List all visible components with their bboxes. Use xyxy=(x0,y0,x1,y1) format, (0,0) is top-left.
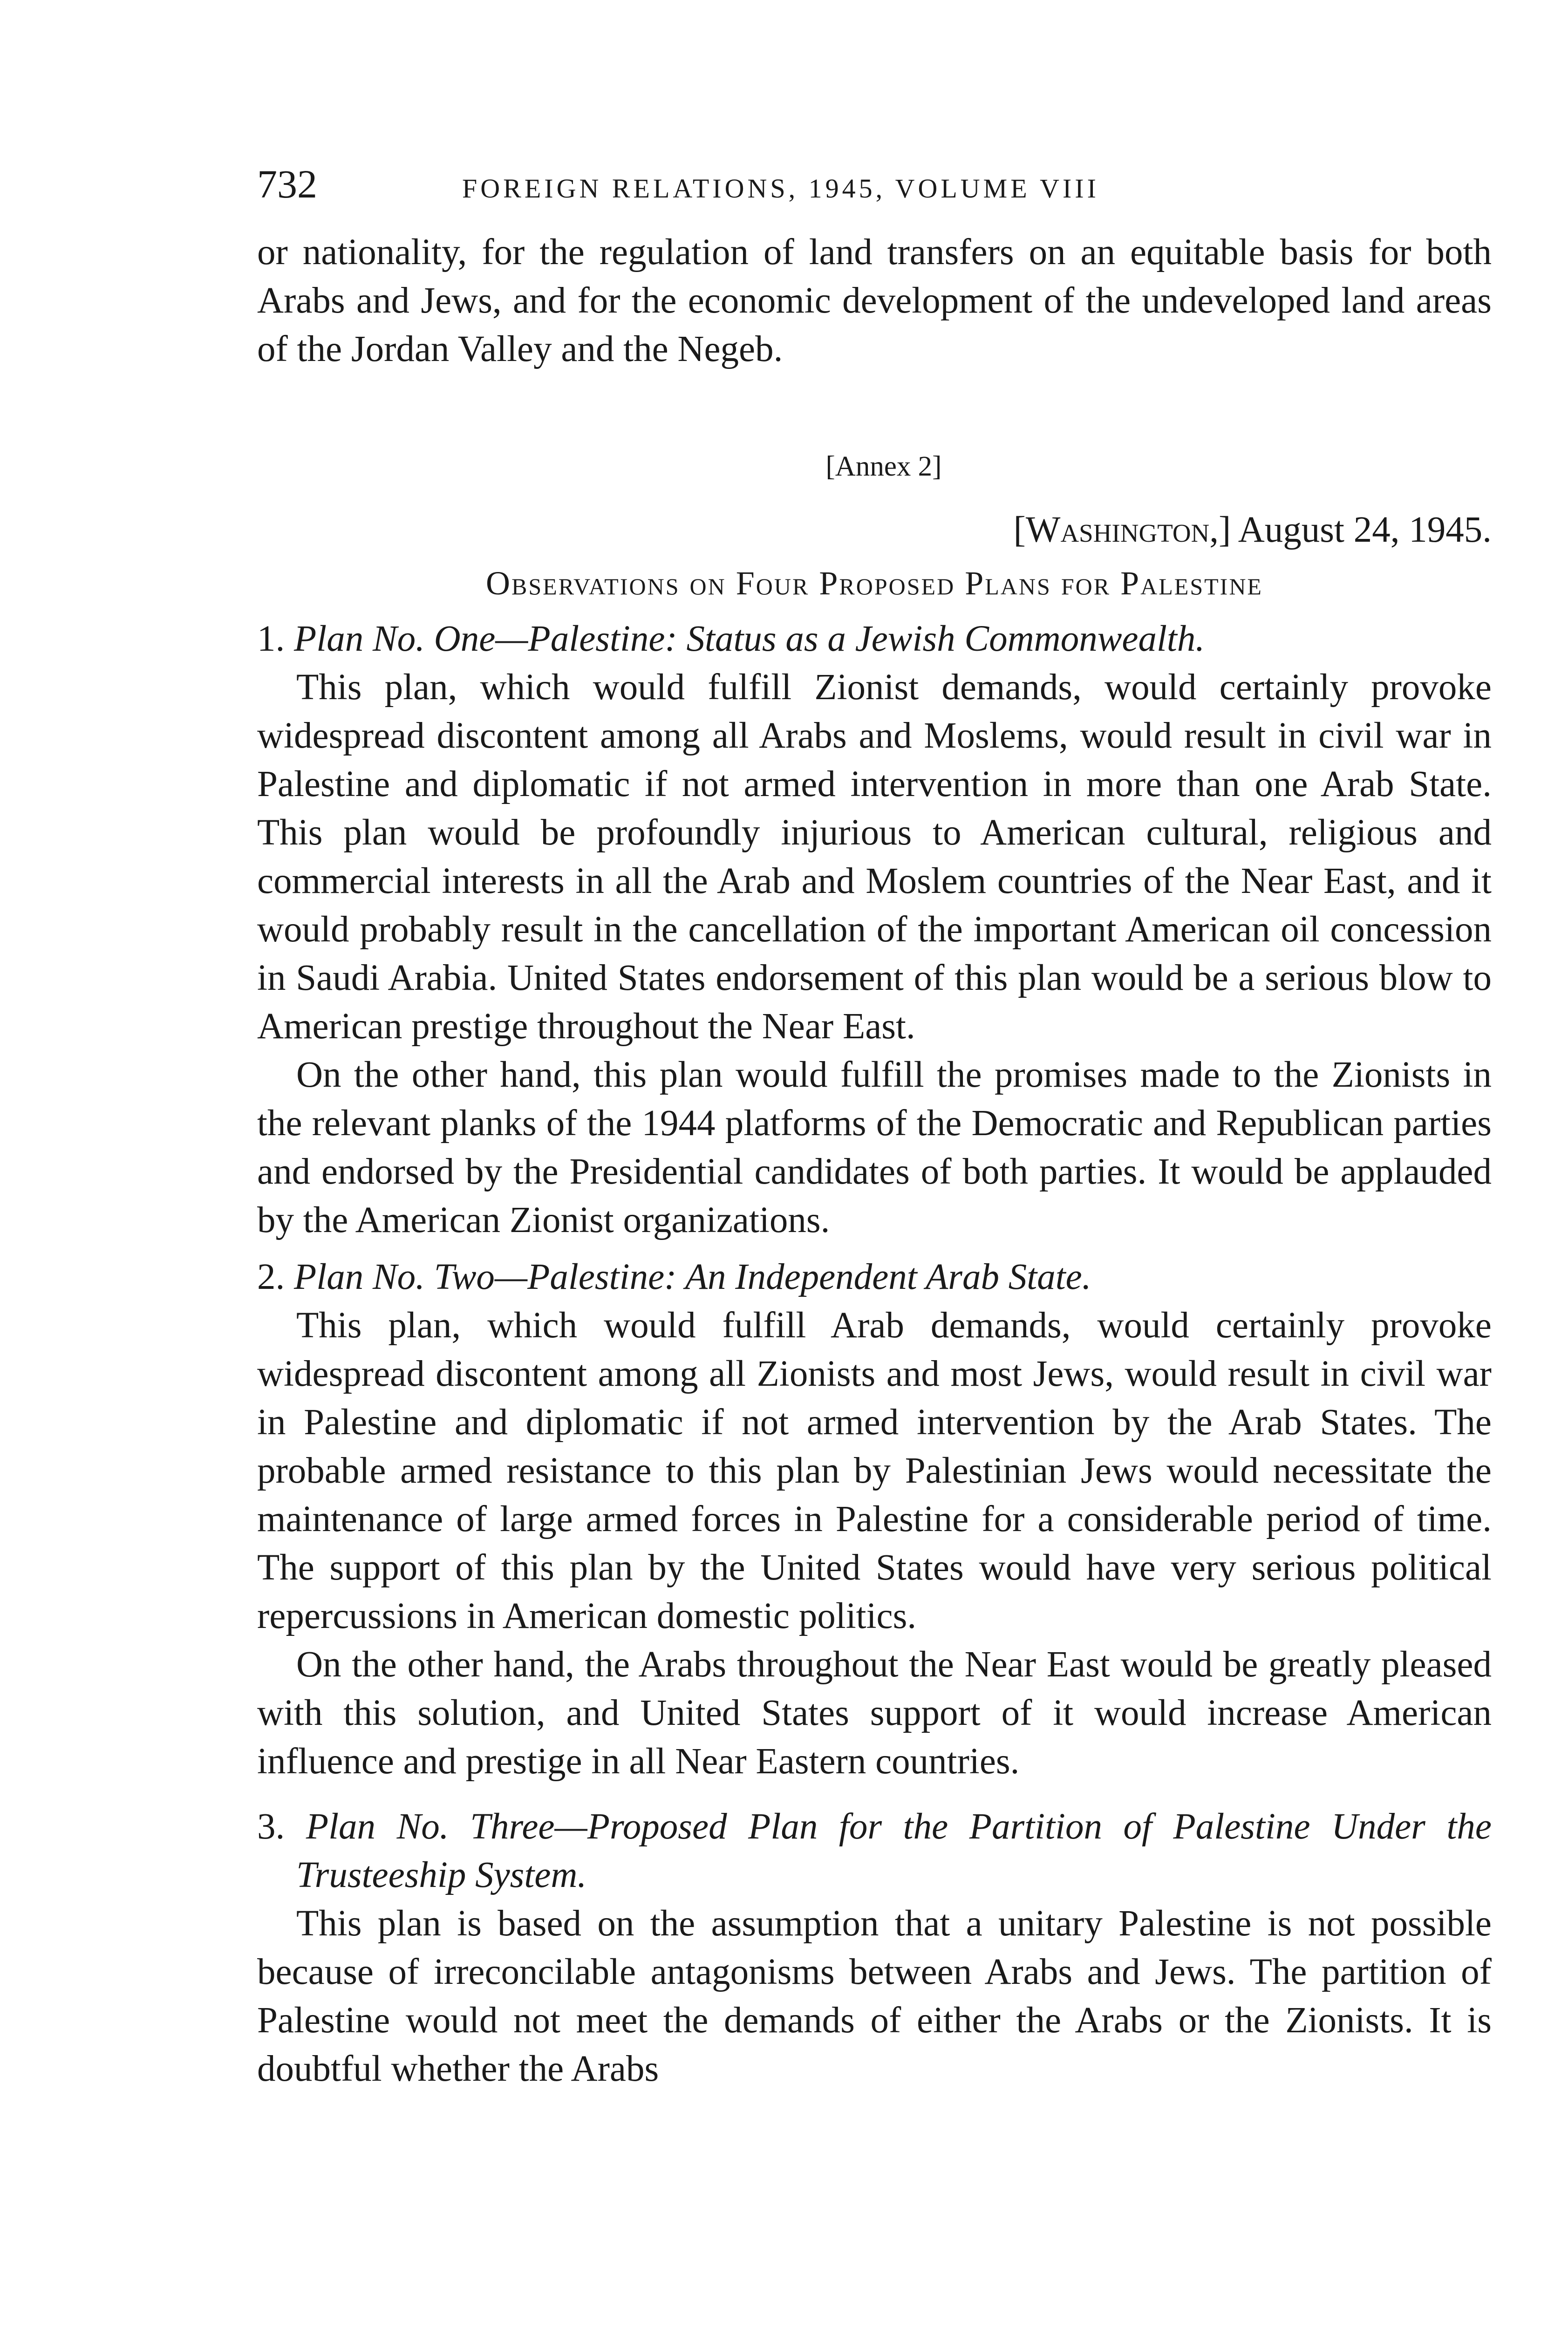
document-title: Observations on Four Proposed Plans for Palestine xyxy=(486,565,1263,602)
dateline xyxy=(257,506,1492,554)
plan-heading xyxy=(257,1253,1492,1301)
plan-number: 1. xyxy=(257,619,285,659)
continuation-paragraph: or nationality, for the regulation of land transfers on an equitable basis for both Arabs and Jews, and for the economic development of the undeveloped land areas of the Jordan Valley and the Negeb. xyxy=(257,232,1492,369)
plan-title: Plan No. Three—Proposed Plan for the Partition of Palestine Under the Trusteeship System. xyxy=(296,1806,1492,1895)
plan-paragraph: This plan is based on the assumption that a unitary Palestine is not possible because of irreconcilable antagonisms between Arabs and Jews. The partition of Palestine would not meet the demands of either the Arabs or the Zionists. It is doubtful whether the Arabs xyxy=(257,1903,1492,2089)
dateline-date: August 24, 1945. xyxy=(1238,510,1492,550)
dateline-place: [Washington,] xyxy=(1013,510,1231,550)
plan-title: Plan No. One—Palestine: Status as a Jewish Commonwealth. xyxy=(294,619,1205,659)
plan-paragraph: On the other hand, the Arabs throughout the Near East would be greatly pleased with this solution, and United States support of it would increase American influence and prestige in all Near Eastern countries. xyxy=(257,1644,1492,1782)
running-head xyxy=(257,158,1492,210)
plan-paragraph: This plan, which would fulfill Arab demands, would certainly provoke widespread discontent among all Zionists and most Jews, would result in civil war in Palestine and diplomatic if not armed intervention by the Arab States. The probable armed resistance to this plan by Palestinian Jews would necessitate the maintenance of large armed forces in Palestine for a considerable period of time. The support of this plan by the United States would have very serious political repercussions in American domestic politics. xyxy=(257,1305,1492,1636)
plan-number: 2. xyxy=(257,1257,285,1297)
plan-paragraph: This plan, which would fulfill Zionist demands, would certainly provoke widespread discontent among all Arabs and Moslems, would result in civil war in Palestine and diplomatic if not armed intervention in more than one Arab State. This plan would be profoundly injurious to American cultural, religious and commercial interests in all the Arab and Moslem countries of the Near East, and it would probably result in the cancellation of the important American oil concession in Saudi Arabia. United States endorsement of this plan would be a serious blow to American prestige throughout the Near East. xyxy=(257,667,1492,1047)
document-page xyxy=(257,158,1492,2093)
running-title: FOREIGN RELATIONS, 1945, VOLUME VIII xyxy=(462,173,1099,204)
plan-number: 3. xyxy=(257,1806,285,1847)
plan-heading xyxy=(257,615,1492,663)
plan-title: Plan No. Two—Palestine: An Independent Arab State. xyxy=(294,1257,1091,1297)
annex-label: [Annex 2] xyxy=(825,451,942,482)
plan-heading xyxy=(257,1803,1492,1900)
page-number: 732 xyxy=(257,162,317,206)
plan-paragraph: On the other hand, this plan would fulfill the promises made to the Zionists in the relevant planks of the 1944 platforms of the Democratic and Republican parties and endorsed by the Presidential candidates of both parties. It would be applauded by the American Zionist organizations. xyxy=(257,1055,1492,1240)
